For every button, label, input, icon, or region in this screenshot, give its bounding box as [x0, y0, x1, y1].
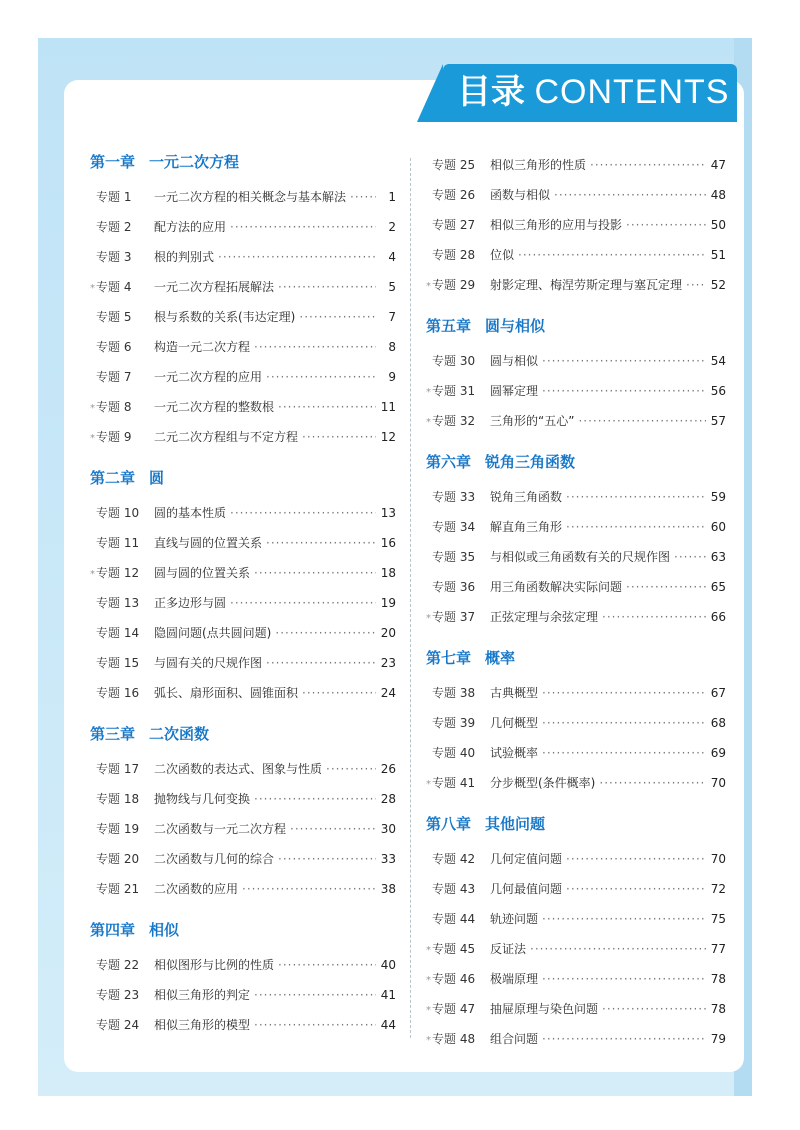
entry-page-number: 16	[380, 536, 396, 550]
toc-entry[interactable]	[90, 784, 396, 814]
entry-page-number: 48	[710, 188, 726, 202]
dot-leader	[578, 406, 706, 436]
entry-marker: *	[90, 403, 95, 414]
dot-leader	[566, 482, 706, 512]
chapter-title: 二次函数	[149, 725, 210, 743]
toc-entry[interactable]	[90, 422, 396, 452]
entry-page-number: 75	[710, 912, 726, 926]
entry-page-number: 47	[710, 158, 726, 172]
dot-leader	[299, 302, 376, 332]
entry-topic-number: 专题 45	[432, 942, 476, 956]
dot-leader	[242, 874, 376, 904]
toc-entry[interactable]	[90, 950, 396, 980]
entry-title: 隐圆问题(点共圆问题)	[154, 626, 272, 640]
toc-entry[interactable]	[90, 212, 396, 242]
entry-title: 反证法	[490, 942, 527, 956]
toc-entry[interactable]	[90, 980, 396, 1010]
entry-topic-number: 专题 21	[96, 882, 140, 896]
entry-title: 抛物线与几何变换	[154, 792, 251, 806]
toc-entry[interactable]	[426, 934, 726, 964]
entry-page-number: 38	[380, 882, 396, 896]
entry-topic-number: 专题 3	[96, 250, 132, 264]
entry-marker: *	[426, 387, 431, 398]
entry-page-number: 7	[388, 310, 396, 324]
toc-entry[interactable]	[426, 1024, 726, 1054]
entry-title: 根与系数的关系(韦达定理)	[154, 310, 296, 324]
entry-title: 一元二次方程拓展解法	[154, 280, 275, 294]
entry-topic-number: 专题 43	[432, 882, 476, 896]
dot-leader	[518, 240, 706, 270]
entry-page-number: 30	[380, 822, 396, 836]
entry-title: 用三角函数解决实际问题	[490, 580, 623, 594]
dot-leader	[266, 648, 376, 678]
entry-topic-number: 专题 10	[96, 506, 140, 520]
entry-title: 古典概型	[490, 686, 539, 700]
entry-title: 二次函数与几何的综合	[154, 852, 275, 866]
entry-title: 分步概型(条件概率)	[490, 776, 596, 790]
dot-leader	[254, 558, 376, 588]
banner-title-zh: 目录	[457, 72, 525, 112]
entry-topic-number: 专题 26	[432, 188, 476, 202]
entry-topic-number: 专题 4	[96, 280, 132, 294]
toc-entry[interactable]	[426, 964, 726, 994]
toc-entry[interactable]	[90, 362, 396, 392]
entry-page-number: 18	[380, 566, 396, 580]
entry-topic-number: 专题 23	[96, 988, 140, 1002]
entry-page-number: 33	[380, 852, 396, 866]
entry-title: 与圆有关的尺规作图	[154, 656, 263, 670]
entry-topic-number: 专题 19	[96, 822, 140, 836]
dot-leader	[278, 844, 376, 874]
entry-marker: *	[426, 779, 431, 790]
entry-title: 射影定理、梅涅劳斯定理与塞瓦定理	[490, 278, 683, 292]
spacer	[426, 670, 726, 678]
chapter-heading	[426, 450, 726, 474]
entry-title: 与相似或三角函数有关的尺规作图	[490, 550, 671, 564]
dot-leader	[530, 934, 706, 964]
toc-entry[interactable]	[90, 558, 396, 588]
entry-title: 组合问题	[490, 1032, 539, 1046]
toc-entry[interactable]	[90, 814, 396, 844]
dot-leader	[599, 768, 706, 798]
entry-topic-number: 专题 48	[432, 1032, 476, 1046]
entry-topic-number: 专题 13	[96, 596, 140, 610]
entry-page-number: 60	[710, 520, 726, 534]
banner-title-en: CONTENTS	[534, 73, 730, 111]
toc-entry[interactable]	[426, 240, 726, 270]
dot-leader	[230, 498, 376, 528]
entry-topic-number: 专题 36	[432, 580, 476, 594]
entry-page-number: 9	[388, 370, 396, 384]
entry-topic-number: 专题 5	[96, 310, 132, 324]
entry-topic-number: 专题 17	[96, 762, 140, 776]
entry-page-number: 8	[388, 340, 396, 354]
dot-leader	[302, 422, 376, 452]
entry-topic-number: 专题 25	[432, 158, 476, 172]
chapter-title: 圆与相似	[485, 317, 546, 335]
entry-title: 一元二次方程的整数根	[154, 400, 275, 414]
entry-marker: *	[90, 433, 95, 444]
toc-right-column	[426, 150, 726, 1054]
chapter-heading	[90, 918, 396, 942]
dot-leader	[626, 572, 706, 602]
toc-entry[interactable]	[90, 528, 396, 558]
toc-entry[interactable]	[90, 648, 396, 678]
entry-title: 圆幂定理	[490, 384, 539, 398]
dot-leader	[542, 376, 706, 406]
entry-topic-number: 专题 15	[96, 656, 140, 670]
entry-title: 几何最值问题	[490, 882, 563, 896]
entry-topic-number: 专题 31	[432, 384, 476, 398]
dot-leader	[626, 210, 706, 240]
entry-page-number: 41	[380, 988, 396, 1002]
dot-leader	[542, 346, 706, 376]
entry-topic-number: 专题 20	[96, 852, 140, 866]
toc-entry[interactable]	[426, 270, 726, 300]
entry-topic-number: 专题 44	[432, 912, 476, 926]
entry-title: 相似三角形的判定	[154, 988, 251, 1002]
entry-title: 弧长、扇形面积、圆锥面积	[154, 686, 299, 700]
entry-page-number: 79	[710, 1032, 726, 1046]
toc-entry[interactable]	[426, 602, 726, 632]
dot-leader	[290, 814, 376, 844]
dot-leader	[302, 678, 376, 708]
entry-title: 相似三角形的性质	[490, 158, 587, 172]
entry-title: 几何概型	[490, 716, 539, 730]
toc-entry[interactable]	[90, 754, 396, 784]
chapter-title: 概率	[485, 649, 516, 667]
toc-entry[interactable]	[90, 392, 396, 422]
toc-entry[interactable]	[426, 572, 726, 602]
toc-entry[interactable]	[90, 242, 396, 272]
entry-topic-number: 专题 14	[96, 626, 140, 640]
toc-entry[interactable]	[90, 678, 396, 708]
entry-marker: *	[426, 613, 431, 624]
entry-topic-number: 专题 1	[96, 190, 132, 204]
dot-leader	[686, 270, 706, 300]
entry-page-number: 70	[710, 776, 726, 790]
entry-title: 相似图形与比例的性质	[154, 958, 275, 972]
toc-entry[interactable]	[426, 844, 726, 874]
spacer	[426, 436, 726, 450]
entry-page-number: 63	[710, 550, 726, 564]
dot-leader	[590, 150, 706, 180]
entry-topic-number: 专题 30	[432, 354, 476, 368]
entry-title: 圆与相似	[490, 354, 539, 368]
spacer	[90, 708, 396, 722]
toc-entry[interactable]	[426, 346, 726, 376]
entry-marker: *	[90, 283, 95, 294]
entry-topic-number: 专题 41	[432, 776, 476, 790]
entry-page-number: 65	[710, 580, 726, 594]
chapter-heading	[90, 150, 396, 174]
spacer	[426, 338, 726, 346]
dot-leader	[218, 242, 376, 272]
entry-topic-number: 专题 12	[96, 566, 140, 580]
entry-title: 三角形的“五心”	[490, 414, 575, 428]
toc-entry[interactable]	[426, 708, 726, 738]
column-divider	[410, 158, 411, 1038]
entry-page-number: 67	[710, 686, 726, 700]
entry-title: 位似	[490, 248, 515, 262]
spacer	[90, 942, 396, 950]
toc-entry[interactable]	[90, 182, 396, 212]
entry-title: 直线与圆的位置关系	[154, 536, 263, 550]
entry-title: 抽屉原理与染色问题	[490, 1002, 599, 1016]
toc-entry[interactable]	[426, 994, 726, 1024]
spacer	[426, 798, 726, 812]
toc-entry[interactable]	[426, 406, 726, 436]
toc-entry[interactable]	[426, 904, 726, 934]
entry-page-number: 56	[710, 384, 726, 398]
entry-topic-number: 专题 29	[432, 278, 476, 292]
dot-leader	[602, 602, 706, 632]
entry-topic-number: 专题 40	[432, 746, 476, 760]
entry-page-number: 5	[388, 280, 396, 294]
entry-title: 相似三角形的应用与投影	[490, 218, 623, 232]
entry-page-number: 52	[710, 278, 726, 292]
toc-entry[interactable]	[426, 512, 726, 542]
entry-topic-number: 专题 9	[96, 430, 132, 444]
entry-title: 一元二次方程的应用	[154, 370, 263, 384]
entry-topic-number: 专题 11	[96, 536, 140, 550]
entry-page-number: 51	[710, 248, 726, 262]
entry-topic-number: 专题 47	[432, 1002, 476, 1016]
toc-entry[interactable]	[90, 272, 396, 302]
dot-leader	[566, 844, 706, 874]
entry-topic-number: 专题 46	[432, 972, 476, 986]
dot-leader	[542, 738, 706, 768]
entry-title: 二次函数与一元二次方程	[154, 822, 287, 836]
spacer	[90, 490, 396, 498]
entry-title: 解直角三角形	[490, 520, 563, 534]
chapter-heading	[426, 646, 726, 670]
toc-entry[interactable]	[426, 678, 726, 708]
toc-entry[interactable]	[426, 482, 726, 512]
entry-page-number: 72	[710, 882, 726, 896]
dot-leader	[254, 1010, 376, 1040]
chapter-number: 第六章	[426, 453, 472, 471]
entry-title: 试验概率	[490, 746, 539, 760]
entry-topic-number: 专题 27	[432, 218, 476, 232]
entry-page-number: 50	[710, 218, 726, 232]
dot-leader	[542, 964, 706, 994]
toc-entry[interactable]	[426, 150, 726, 180]
spacer	[426, 836, 726, 844]
entry-topic-number: 专题 6	[96, 340, 132, 354]
spacer	[90, 452, 396, 466]
dot-leader	[275, 618, 376, 648]
dot-leader	[566, 512, 706, 542]
toc-left-column	[90, 150, 396, 1040]
entry-page-number: 54	[710, 354, 726, 368]
chapter-title: 锐角三角函数	[485, 453, 576, 471]
chapter-number: 第八章	[426, 815, 472, 833]
entry-title: 函数与相似	[490, 188, 551, 202]
entry-marker: *	[426, 1035, 431, 1046]
dot-leader	[278, 392, 376, 422]
entry-topic-number: 专题 18	[96, 792, 140, 806]
chapter-heading	[426, 314, 726, 338]
entry-page-number: 44	[380, 1018, 396, 1032]
chapter-number: 第三章	[90, 725, 136, 743]
toc-entry[interactable]	[426, 738, 726, 768]
entry-page-number: 11	[380, 400, 396, 414]
entry-title: 正弦定理与余弦定理	[490, 610, 599, 624]
dot-leader	[254, 784, 376, 814]
entry-topic-number: 专题 35	[432, 550, 476, 564]
entry-page-number: 12	[380, 430, 396, 444]
contents-banner	[443, 64, 737, 122]
entry-title: 相似三角形的模型	[154, 1018, 251, 1032]
entry-title: 二元二次方程组与不定方程	[154, 430, 299, 444]
entry-page-number: 13	[380, 506, 396, 520]
entry-page-number: 59	[710, 490, 726, 504]
entry-page-number: 24	[380, 686, 396, 700]
entry-marker: *	[90, 569, 95, 580]
dot-leader	[350, 182, 376, 212]
chapter-title: 其他问题	[485, 815, 546, 833]
chapter-heading	[90, 722, 396, 746]
entry-page-number: 20	[380, 626, 396, 640]
chapter-number: 第四章	[90, 921, 136, 939]
toc-entry[interactable]	[426, 542, 726, 572]
entry-page-number: 26	[380, 762, 396, 776]
entry-topic-number: 专题 37	[432, 610, 476, 624]
entry-page-number: 1	[388, 190, 396, 204]
entry-title: 锐角三角函数	[490, 490, 563, 504]
dot-leader	[542, 1024, 706, 1054]
entry-marker: *	[426, 1005, 431, 1016]
entry-page-number: 78	[710, 972, 726, 986]
entry-title: 二次函数的表达式、图象与性质	[154, 762, 323, 776]
spacer	[426, 632, 726, 646]
dot-leader	[254, 332, 376, 362]
entry-page-number: 77	[710, 942, 726, 956]
entry-page-number: 19	[380, 596, 396, 610]
chapter-number: 第五章	[426, 317, 472, 335]
entry-topic-number: 专题 24	[96, 1018, 140, 1032]
dot-leader	[602, 994, 706, 1024]
entry-title: 圆与圆的位置关系	[154, 566, 251, 580]
entry-topic-number: 专题 28	[432, 248, 476, 262]
dot-leader	[674, 542, 706, 572]
entry-page-number: 40	[380, 958, 396, 972]
spacer	[426, 474, 726, 482]
toc-entry[interactable]	[90, 1010, 396, 1040]
chapter-number: 第七章	[426, 649, 472, 667]
chapter-title: 一元二次方程	[149, 153, 240, 171]
dot-leader	[566, 874, 706, 904]
toc-entry[interactable]	[90, 302, 396, 332]
entry-title: 配方法的应用	[154, 220, 227, 234]
chapter-heading	[426, 812, 726, 836]
toc-entry[interactable]	[426, 768, 726, 798]
entry-topic-number: 专题 22	[96, 958, 140, 972]
toc-entry[interactable]	[90, 874, 396, 904]
toc-entry[interactable]	[90, 498, 396, 528]
dot-leader	[266, 528, 376, 558]
entry-topic-number: 专题 38	[432, 686, 476, 700]
toc-entry[interactable]	[90, 844, 396, 874]
entry-topic-number: 专题 42	[432, 852, 476, 866]
toc-entry[interactable]	[426, 874, 726, 904]
entry-title: 轨迹问题	[490, 912, 539, 926]
dot-leader	[326, 754, 376, 784]
entry-page-number: 69	[710, 746, 726, 760]
entry-topic-number: 专题 16	[96, 686, 140, 700]
dot-leader	[230, 588, 376, 618]
toc-entry[interactable]	[90, 618, 396, 648]
entry-page-number: 68	[710, 716, 726, 730]
entry-title: 圆的基本性质	[154, 506, 227, 520]
entry-topic-number: 专题 32	[432, 414, 476, 428]
entry-topic-number: 专题 8	[96, 400, 132, 414]
entry-page-number: 4	[388, 250, 396, 264]
chapter-heading	[90, 466, 396, 490]
entry-title: 极端原理	[490, 972, 539, 986]
entry-page-number: 70	[710, 852, 726, 866]
spacer	[426, 300, 726, 314]
dot-leader	[266, 362, 376, 392]
entry-page-number: 28	[380, 792, 396, 806]
spacer	[90, 904, 396, 918]
spacer	[90, 746, 396, 754]
entry-topic-number: 专题 33	[432, 490, 476, 504]
entry-marker: *	[426, 281, 431, 292]
entry-title: 二次函数的应用	[154, 882, 239, 896]
entry-marker: *	[426, 945, 431, 956]
dot-leader	[278, 272, 376, 302]
banner-title	[457, 72, 729, 112]
spacer	[90, 174, 396, 182]
toc-entry[interactable]	[426, 180, 726, 210]
entry-topic-number: 专题 39	[432, 716, 476, 730]
entry-page-number: 2	[388, 220, 396, 234]
entry-title: 一元二次方程的相关概念与基本解法	[154, 190, 347, 204]
dot-leader	[554, 180, 706, 210]
entry-topic-number: 专题 2	[96, 220, 132, 234]
entry-marker: *	[426, 975, 431, 986]
entry-title: 根的判别式	[154, 250, 215, 264]
chapter-title: 圆	[149, 469, 165, 487]
entry-title: 几何定值问题	[490, 852, 563, 866]
entry-title: 正多边形与圆	[154, 596, 227, 610]
chapter-number: 第一章	[90, 153, 136, 171]
dot-leader	[542, 904, 706, 934]
dot-leader	[542, 678, 706, 708]
toc-entry[interactable]	[426, 210, 726, 240]
entry-title: 构造一元二次方程	[154, 340, 251, 354]
entry-marker: *	[426, 417, 431, 428]
entry-topic-number: 专题 34	[432, 520, 476, 534]
toc-entry[interactable]	[90, 588, 396, 618]
toc-entry[interactable]	[90, 332, 396, 362]
entry-page-number: 23	[380, 656, 396, 670]
entry-page-number: 78	[710, 1002, 726, 1016]
entry-topic-number: 专题 7	[96, 370, 132, 384]
dot-leader	[254, 980, 376, 1010]
dot-leader	[278, 950, 376, 980]
entry-page-number: 57	[710, 414, 726, 428]
chapter-title: 相似	[149, 921, 180, 939]
dot-leader	[542, 708, 706, 738]
chapter-number: 第二章	[90, 469, 136, 487]
entry-page-number: 66	[710, 610, 726, 624]
toc-entry[interactable]	[426, 376, 726, 406]
dot-leader	[230, 212, 376, 242]
